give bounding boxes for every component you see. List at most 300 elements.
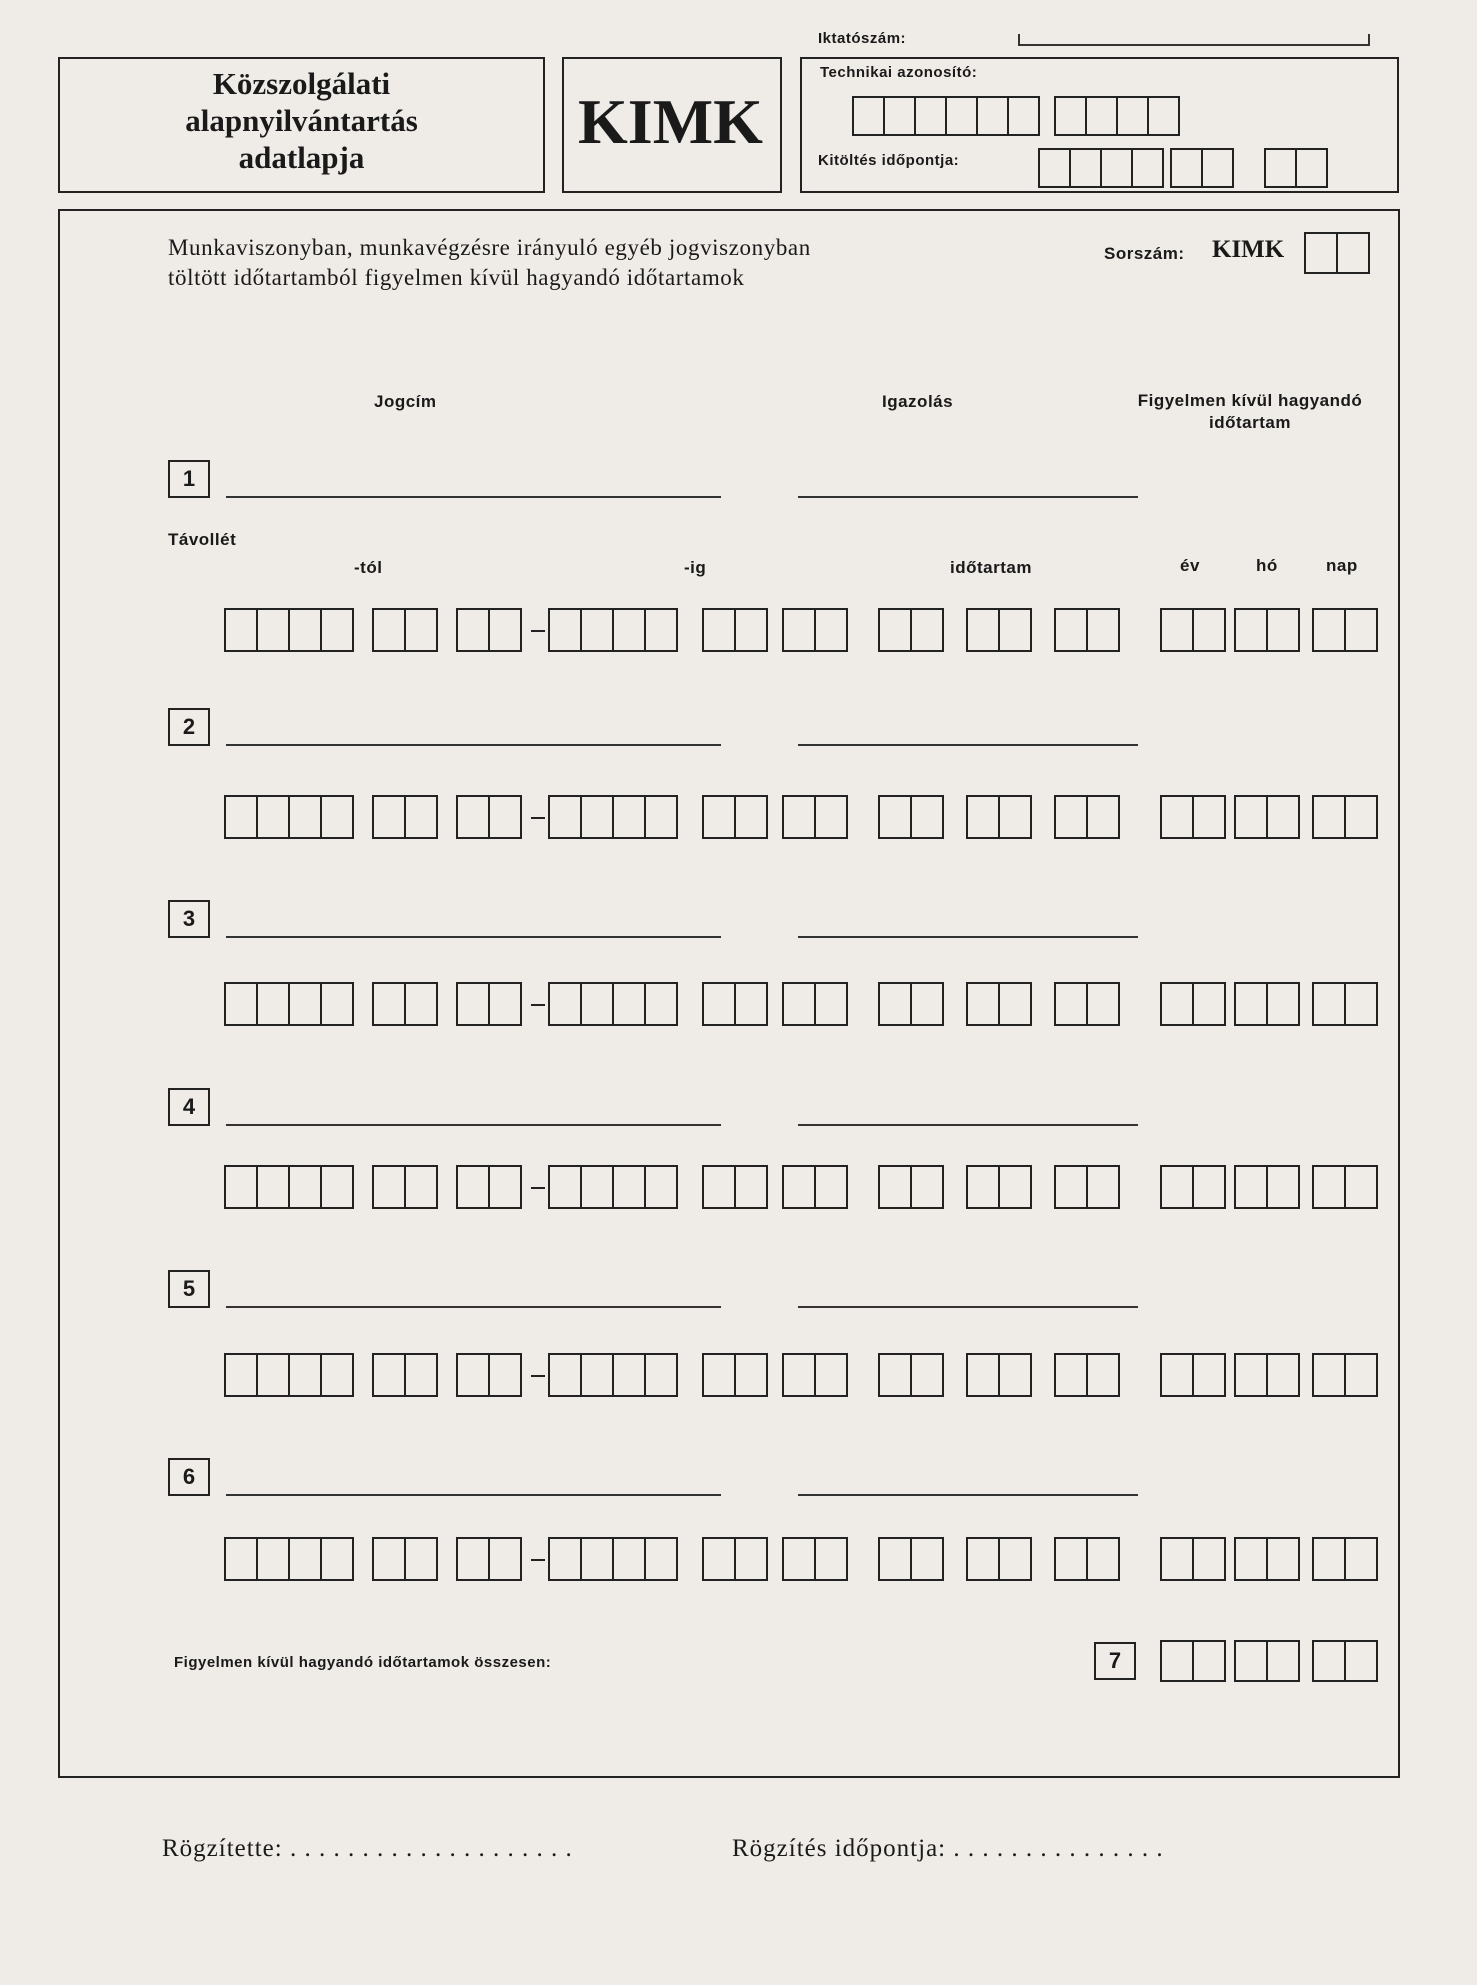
row-3-ig-year-cell[interactable] (580, 982, 614, 1026)
row-1-tol-year-cell[interactable] (256, 608, 290, 652)
row-4-idotartam-ev-cell[interactable] (878, 1165, 912, 1209)
row-5-ig-year-cell[interactable] (644, 1353, 678, 1397)
row-1-idotartam-ho-cell[interactable] (998, 608, 1032, 652)
row-2-ig-month-cell[interactable] (734, 795, 768, 839)
kitoltes-date-year-cell[interactable] (1131, 148, 1164, 188)
row-6-idotartam-nap-cell[interactable] (1086, 1537, 1120, 1581)
row-5-ig-month[interactable] (702, 1353, 768, 1397)
row-4-nap[interactable] (1312, 1165, 1378, 1209)
row-4-ig-month-cell[interactable] (702, 1165, 736, 1209)
row-1-idotartam-ev-cell[interactable] (910, 608, 944, 652)
row-6-idotartam-ev-cell[interactable] (878, 1537, 912, 1581)
row-2-nap-cell[interactable] (1312, 795, 1346, 839)
row-5-idotartam-ev-cell[interactable] (910, 1353, 944, 1397)
row-5-idotartam-ho-cell[interactable] (966, 1353, 1000, 1397)
row-4-ig-month-cell[interactable] (734, 1165, 768, 1209)
row-4-idotartam-ev[interactable] (878, 1165, 944, 1209)
row-4-ig-month[interactable] (702, 1165, 768, 1209)
row-5-tol-day-cell[interactable] (488, 1353, 522, 1397)
row-5-ev[interactable] (1160, 1353, 1226, 1397)
row-3-ig-day-cell[interactable] (814, 982, 848, 1026)
row-5-ig-year[interactable] (548, 1353, 678, 1397)
row-1-idotartam-nap-cell[interactable] (1086, 608, 1120, 652)
row-6-ig-year-cell[interactable] (580, 1537, 614, 1581)
row-4-ig-year[interactable] (548, 1165, 678, 1209)
row-1-ho-cell[interactable] (1266, 608, 1300, 652)
row-2-idotartam-ev[interactable] (878, 795, 944, 839)
row-1-ig-year-cell[interactable] (580, 608, 614, 652)
row-6-tol-day[interactable] (456, 1537, 522, 1581)
kitoltes-date-day[interactable] (1264, 148, 1328, 188)
row-2-tol-day-cell[interactable] (456, 795, 490, 839)
row-6-tol-year-cell[interactable] (288, 1537, 322, 1581)
col-ho: hó (1256, 556, 1278, 575)
row-1-tol-day[interactable] (456, 608, 522, 652)
row-6-tol-day-cell[interactable] (488, 1537, 522, 1581)
total-ev[interactable] (1160, 1640, 1226, 1682)
row-1-idotartam-ho-cell[interactable] (966, 608, 1000, 652)
row-6-idotartam-ho-cell[interactable] (998, 1537, 1032, 1581)
row-3-ev[interactable] (1160, 982, 1226, 1026)
sorszam-boxes-cell[interactable] (1304, 232, 1338, 274)
row-2-ho-cell[interactable] (1266, 795, 1300, 839)
row-2-ig-year-cell[interactable] (644, 795, 678, 839)
row-6-tol-year-cell[interactable] (320, 1537, 354, 1581)
row-3-ho-cell[interactable] (1234, 982, 1268, 1026)
row-3-idotartam-nap-cell[interactable] (1054, 982, 1088, 1026)
row-6-ig-year-cell[interactable] (644, 1537, 678, 1581)
row-4-ig-day[interactable] (782, 1165, 848, 1209)
row-3-nap[interactable] (1312, 982, 1378, 1026)
row-5-ho[interactable] (1234, 1353, 1300, 1397)
row-2-ig-year-cell[interactable] (580, 795, 614, 839)
row-5-idotartam-nap[interactable] (1054, 1353, 1120, 1397)
row-3-tol-month-cell[interactable] (404, 982, 438, 1026)
row-3-ig-month[interactable] (702, 982, 768, 1026)
row-5-tol-day[interactable] (456, 1353, 522, 1397)
row-4-ig-year-cell[interactable] (612, 1165, 646, 1209)
row-4-tol-year-cell[interactable] (224, 1165, 258, 1209)
row-3-tol-year-cell[interactable] (224, 982, 258, 1026)
row-2-idotartam-nap-cell[interactable] (1086, 795, 1120, 839)
row-1-tol-month-cell[interactable] (372, 608, 406, 652)
row-1-tol-year-cell[interactable] (288, 608, 322, 652)
kitoltes-date-day-cell[interactable] (1295, 148, 1328, 188)
row-5-idotartam-ev[interactable] (878, 1353, 944, 1397)
col-ig: -ig (684, 558, 707, 577)
row-2-ig-month[interactable] (702, 795, 768, 839)
row-4-ig-day-cell[interactable] (782, 1165, 816, 1209)
row-4-ho-cell[interactable] (1266, 1165, 1300, 1209)
total-ho-cell[interactable] (1266, 1640, 1300, 1682)
row-2-tol-year-cell[interactable] (224, 795, 258, 839)
sorszam-boxes[interactable] (1304, 232, 1370, 274)
row-6-idotartam-ho[interactable] (966, 1537, 1032, 1581)
row-2-tol-month-cell[interactable] (372, 795, 406, 839)
row-4-igazolas-line[interactable] (798, 1124, 1138, 1126)
row-4-nap-cell[interactable] (1344, 1165, 1378, 1209)
row-5-idotartam-ho-cell[interactable] (998, 1353, 1032, 1397)
row-1-ho-cell[interactable] (1234, 608, 1268, 652)
row-5-tol-year-cell[interactable] (288, 1353, 322, 1397)
technikai-id-boxes-a-cell[interactable] (945, 96, 978, 136)
row-6-idotartam-ev-cell[interactable] (910, 1537, 944, 1581)
row-1-ig-day-cell[interactable] (782, 608, 816, 652)
row-6-jogcim-line[interactable] (226, 1494, 721, 1496)
row-3-jogcim-line[interactable] (226, 936, 721, 938)
row-6-ho[interactable] (1234, 1537, 1300, 1581)
row-1-tol-year-cell[interactable] (320, 608, 354, 652)
row-6-tol-month[interactable] (372, 1537, 438, 1581)
row-4-ho-cell[interactable] (1234, 1165, 1268, 1209)
row-3-idotartam-ev-cell[interactable] (910, 982, 944, 1026)
row-1-idotartam-ho[interactable] (966, 608, 1032, 652)
total-ho-cell[interactable] (1234, 1640, 1268, 1682)
row-4-idotartam-ho-cell[interactable] (966, 1165, 1000, 1209)
row-5-ho-cell[interactable] (1234, 1353, 1268, 1397)
row-2-ig-year-cell[interactable] (548, 795, 582, 839)
row-3-ig-year-cell[interactable] (644, 982, 678, 1026)
row-1-ig-year-cell[interactable] (644, 608, 678, 652)
row-1-igazolas-line[interactable] (798, 496, 1138, 498)
row-2-ig-year-cell[interactable] (612, 795, 646, 839)
row-6-ig-month[interactable] (702, 1537, 768, 1581)
row-1-ig-month-cell[interactable] (734, 608, 768, 652)
row-6-idotartam-nap[interactable] (1054, 1537, 1120, 1581)
technikai-id-boxes-a[interactable] (852, 96, 1040, 136)
row-5-ig-year-cell[interactable] (548, 1353, 582, 1397)
technikai-id-boxes-a-cell[interactable] (914, 96, 947, 136)
row-4-tol-year-cell[interactable] (288, 1165, 322, 1209)
row-1-nap-cell[interactable] (1312, 608, 1346, 652)
row-6-tol-year[interactable] (224, 1537, 354, 1581)
row-3-tol-month[interactable] (372, 982, 438, 1026)
technikai-id-boxes-a-cell[interactable] (883, 96, 916, 136)
row-2-idotartam-nap-cell[interactable] (1054, 795, 1088, 839)
technikai-id-boxes-a-cell[interactable] (976, 96, 1009, 136)
row-1-tol-month[interactable] (372, 608, 438, 652)
row-1-idotartam-nap-cell[interactable] (1054, 608, 1088, 652)
row-6-ig-day-cell[interactable] (782, 1537, 816, 1581)
row-3-idotartam-nap[interactable] (1054, 982, 1120, 1026)
row-6-tol-day-cell[interactable] (456, 1537, 490, 1581)
sorszam-boxes-cell[interactable] (1336, 232, 1370, 274)
row-5-ig-day-cell[interactable] (814, 1353, 848, 1397)
row-2-dash (531, 817, 545, 819)
kitoltes-date-month[interactable] (1170, 148, 1234, 188)
row-2-ev-cell[interactable] (1192, 795, 1226, 839)
row-4-jogcim-line[interactable] (226, 1124, 721, 1126)
row-4-ev-cell[interactable] (1192, 1165, 1226, 1209)
row-1-ev-cell[interactable] (1160, 608, 1194, 652)
row-5-tol-year[interactable] (224, 1353, 354, 1397)
row-3-idotartam-ho-cell[interactable] (966, 982, 1000, 1026)
row-6-tol-year-cell[interactable] (224, 1537, 258, 1581)
row-3-ig-month-cell[interactable] (702, 982, 736, 1026)
total-ho[interactable] (1234, 1640, 1300, 1682)
row-5-igazolas-line[interactable] (798, 1306, 1138, 1308)
row-4-tol-year-cell[interactable] (256, 1165, 290, 1209)
row-4-tol-year-cell[interactable] (320, 1165, 354, 1209)
row-3-tol-year-cell[interactable] (256, 982, 290, 1026)
row-1-ig-year-cell[interactable] (612, 608, 646, 652)
row-6-ev-cell[interactable] (1192, 1537, 1226, 1581)
row-3-idotartam-ev[interactable] (878, 982, 944, 1026)
row-2-tol-year-cell[interactable] (320, 795, 354, 839)
row-5-jogcim-line[interactable] (226, 1306, 721, 1308)
row-5-ig-day[interactable] (782, 1353, 848, 1397)
row-5-ev-cell[interactable] (1160, 1353, 1194, 1397)
row-6-igazolas-line[interactable] (798, 1494, 1138, 1496)
row-1-ig-month-cell[interactable] (702, 608, 736, 652)
row-3-ev-cell[interactable] (1192, 982, 1226, 1026)
row-6-idotartam-ho-cell[interactable] (966, 1537, 1000, 1581)
row-6-ig-year-cell[interactable] (612, 1537, 646, 1581)
technikai-id-boxes-a-cell[interactable] (852, 96, 885, 136)
technikai-id-boxes-b-cell[interactable] (1054, 96, 1087, 136)
row-3-igazolas-line[interactable] (798, 936, 1138, 938)
row-3-ig-month-cell[interactable] (734, 982, 768, 1026)
row-5-ig-month-cell[interactable] (734, 1353, 768, 1397)
technikai-id-boxes-a-cell[interactable] (1007, 96, 1040, 136)
row-2-ev[interactable] (1160, 795, 1226, 839)
kitoltes-date-year-cell[interactable] (1038, 148, 1071, 188)
row-4-ev-cell[interactable] (1160, 1165, 1194, 1209)
row-5-idotartam-nap-cell[interactable] (1054, 1353, 1088, 1397)
row-3-ev-cell[interactable] (1160, 982, 1194, 1026)
col-figyelmen (1100, 390, 1400, 434)
row-5-ho-cell[interactable] (1266, 1353, 1300, 1397)
row-2-ig-year[interactable] (548, 795, 678, 839)
row-6-ig-month-cell[interactable] (702, 1537, 736, 1581)
row-2-tol-month[interactable] (372, 795, 438, 839)
iktatoszam-field[interactable] (1018, 34, 1370, 46)
row-5-tol-month[interactable] (372, 1353, 438, 1397)
row-6-ig-day[interactable] (782, 1537, 848, 1581)
row-4-idotartam-nap-cell[interactable] (1054, 1165, 1088, 1209)
row-2-jogcim-line[interactable] (226, 744, 721, 746)
row-3-nap-cell[interactable] (1344, 982, 1378, 1026)
row-6-ig-month-cell[interactable] (734, 1537, 768, 1581)
row-2-igazolas-line[interactable] (798, 744, 1138, 746)
row-1-tol-month-cell[interactable] (404, 608, 438, 652)
row-2-tol-year[interactable] (224, 795, 354, 839)
row-6-idotartam-nap-cell[interactable] (1054, 1537, 1088, 1581)
row-5-tol-day-cell[interactable] (456, 1353, 490, 1397)
row-1-tol-year[interactable] (224, 608, 354, 652)
row-2-ho[interactable] (1234, 795, 1300, 839)
row-1-tol-year-cell[interactable] (224, 608, 258, 652)
row-4-ig-year-cell[interactable] (580, 1165, 614, 1209)
row-1-tol-day-cell[interactable] (456, 608, 490, 652)
row-4-tol-month-cell[interactable] (372, 1165, 406, 1209)
row-2-ev-cell[interactable] (1160, 795, 1194, 839)
total-nap[interactable] (1312, 1640, 1378, 1682)
row-6-tol-year-cell[interactable] (256, 1537, 290, 1581)
row-4-tol-month-cell[interactable] (404, 1165, 438, 1209)
technikai-id-boxes-b-cell[interactable] (1116, 96, 1149, 136)
row-5-ig-year-cell[interactable] (580, 1353, 614, 1397)
row-5-tol-month-cell[interactable] (372, 1353, 406, 1397)
row-1-ig-day[interactable] (782, 608, 848, 652)
row-6-nap-cell[interactable] (1344, 1537, 1378, 1581)
technikai-id-boxes-b[interactable] (1054, 96, 1180, 136)
row-3-tol-month-cell[interactable] (372, 982, 406, 1026)
total-ev-cell[interactable] (1192, 1640, 1226, 1682)
row-3-idotartam-nap-cell[interactable] (1086, 982, 1120, 1026)
row-5-nap[interactable] (1312, 1353, 1378, 1397)
row-4-tol-day-cell[interactable] (488, 1165, 522, 1209)
row-2-idotartam-ev-cell[interactable] (910, 795, 944, 839)
row-3-nap-cell[interactable] (1312, 982, 1346, 1026)
kitoltes-date-month-cell[interactable] (1201, 148, 1234, 188)
row-3-idotartam-ho-cell[interactable] (998, 982, 1032, 1026)
row-4-tol-month[interactable] (372, 1165, 438, 1209)
row-2-ig-day-cell[interactable] (814, 795, 848, 839)
row-6-ig-day-cell[interactable] (814, 1537, 848, 1581)
row-5-ig-day-cell[interactable] (782, 1353, 816, 1397)
row-1-ig-year-cell[interactable] (548, 608, 582, 652)
row-5-tol-year-cell[interactable] (256, 1353, 290, 1397)
row-2-tol-day-cell[interactable] (488, 795, 522, 839)
row-2-idotartam-ho-cell[interactable] (966, 795, 1000, 839)
row-6-idotartam-ev[interactable] (878, 1537, 944, 1581)
kitoltes-date-year-cell[interactable] (1069, 148, 1102, 188)
row-2-nap-cell[interactable] (1344, 795, 1378, 839)
col-nap: nap (1326, 556, 1358, 575)
row-5-idotartam-ho[interactable] (966, 1353, 1032, 1397)
row-3-ho[interactable] (1234, 982, 1300, 1026)
row-3-tol-year[interactable] (224, 982, 354, 1026)
row-2-idotartam-ev-cell[interactable] (878, 795, 912, 839)
row-3-ig-year-cell[interactable] (548, 982, 582, 1026)
row-1-nap[interactable] (1312, 608, 1378, 652)
row-3-ig-day-cell[interactable] (782, 982, 816, 1026)
row-number-5: 5 (168, 1270, 210, 1308)
row-6-nap[interactable] (1312, 1537, 1378, 1581)
row-3-tol-day-cell[interactable] (488, 982, 522, 1026)
row-6-nap-cell[interactable] (1312, 1537, 1346, 1581)
row-5-ig-year-cell[interactable] (612, 1353, 646, 1397)
row-2-tol-month-cell[interactable] (404, 795, 438, 839)
row-6-tol-month-cell[interactable] (372, 1537, 406, 1581)
technikai-id-boxes-b-cell[interactable] (1147, 96, 1180, 136)
total-nap-cell[interactable] (1344, 1640, 1378, 1682)
row-2-ho-cell[interactable] (1234, 795, 1268, 839)
row-2-ig-day[interactable] (782, 795, 848, 839)
row-4-tol-day[interactable] (456, 1165, 522, 1209)
row-3-ho-cell[interactable] (1266, 982, 1300, 1026)
row-2-tol-day[interactable] (456, 795, 522, 839)
row-2-nap[interactable] (1312, 795, 1378, 839)
row-3-ig-year-cell[interactable] (612, 982, 646, 1026)
row-5-nap-cell[interactable] (1344, 1353, 1378, 1397)
total-nap-cell[interactable] (1312, 1640, 1346, 1682)
row-4-ig-day-cell[interactable] (814, 1165, 848, 1209)
row-4-idotartam-nap-cell[interactable] (1086, 1165, 1120, 1209)
row-2-idotartam-ho[interactable] (966, 795, 1032, 839)
row-2-tol-year-cell[interactable] (256, 795, 290, 839)
row-4-idotartam-nap[interactable] (1054, 1165, 1120, 1209)
row-6-tol-month-cell[interactable] (404, 1537, 438, 1581)
row-1-ev[interactable] (1160, 608, 1226, 652)
row-1-tol-day-cell[interactable] (488, 608, 522, 652)
row-2-idotartam-nap[interactable] (1054, 795, 1120, 839)
row-5-tol-year-cell[interactable] (320, 1353, 354, 1397)
row-1-ig-day-cell[interactable] (814, 608, 848, 652)
row-2-tol-year-cell[interactable] (288, 795, 322, 839)
kitoltes-date-day-cell[interactable] (1264, 148, 1297, 188)
row-5-idotartam-ev-cell[interactable] (878, 1353, 912, 1397)
row-5-idotartam-nap-cell[interactable] (1086, 1353, 1120, 1397)
row-1-jogcim-line[interactable] (226, 496, 721, 498)
row-4-ev[interactable] (1160, 1165, 1226, 1209)
col-tavollet: Távollét (168, 530, 237, 549)
row-4-ig-year-cell[interactable] (644, 1165, 678, 1209)
row-2-ig-day-cell[interactable] (782, 795, 816, 839)
row-4-idotartam-ho[interactable] (966, 1165, 1032, 1209)
kitoltes-date-year[interactable] (1038, 148, 1164, 188)
row-4-tol-day-cell[interactable] (456, 1165, 490, 1209)
row-6-ho-cell[interactable] (1266, 1537, 1300, 1581)
row-4-ig-year-cell[interactable] (548, 1165, 582, 1209)
row-3-ig-year[interactable] (548, 982, 678, 1026)
row-1-idotartam-ev[interactable] (878, 608, 944, 652)
row-1-idotartam-ev-cell[interactable] (878, 608, 912, 652)
title-box (58, 57, 545, 193)
row-3-tol-day-cell[interactable] (456, 982, 490, 1026)
row-1-ev-cell[interactable] (1192, 608, 1226, 652)
row-6-ev-cell[interactable] (1160, 1537, 1194, 1581)
row-1-ho[interactable] (1234, 608, 1300, 652)
row-3-tol-day[interactable] (456, 982, 522, 1026)
row-6-ig-year[interactable] (548, 1537, 678, 1581)
total-number: 7 (1094, 1642, 1136, 1680)
row-1-nap-cell[interactable] (1344, 608, 1378, 652)
row-2-idotartam-ho-cell[interactable] (998, 795, 1032, 839)
row-6-ev[interactable] (1160, 1537, 1226, 1581)
row-3-ig-day[interactable] (782, 982, 848, 1026)
row-3-idotartam-ho[interactable] (966, 982, 1032, 1026)
row-5-ev-cell[interactable] (1192, 1353, 1226, 1397)
row-3-dash (531, 1004, 545, 1006)
row-1-idotartam-nap[interactable] (1054, 608, 1120, 652)
technikai-id-boxes-b-cell[interactable] (1085, 96, 1118, 136)
row-6-ho-cell[interactable] (1234, 1537, 1268, 1581)
row-6-ig-year-cell[interactable] (548, 1537, 582, 1581)
row-3-tol-year-cell[interactable] (320, 982, 354, 1026)
row-5-ig-month-cell[interactable] (702, 1353, 736, 1397)
kitoltes-date-month-cell[interactable] (1170, 148, 1203, 188)
row-5-nap-cell[interactable] (1312, 1353, 1346, 1397)
row-4-ho[interactable] (1234, 1165, 1300, 1209)
row-5-tol-year-cell[interactable] (224, 1353, 258, 1397)
row-2-ig-month-cell[interactable] (702, 795, 736, 839)
kitoltes-date-year-cell[interactable] (1100, 148, 1133, 188)
row-3-idotartam-ev-cell[interactable] (878, 982, 912, 1026)
row-1-ig-month[interactable] (702, 608, 768, 652)
row-4-idotartam-ev-cell[interactable] (910, 1165, 944, 1209)
row-3-tol-year-cell[interactable] (288, 982, 322, 1026)
row-5-tol-month-cell[interactable] (404, 1353, 438, 1397)
total-ev-cell[interactable] (1160, 1640, 1194, 1682)
row-4-idotartam-ho-cell[interactable] (998, 1165, 1032, 1209)
row-4-tol-year[interactable] (224, 1165, 354, 1209)
row-1-ig-year[interactable] (548, 608, 678, 652)
col-igazolas: Igazolás (882, 392, 954, 411)
col-idotartam: időtartam (950, 558, 1032, 577)
row-4-nap-cell[interactable] (1312, 1165, 1346, 1209)
